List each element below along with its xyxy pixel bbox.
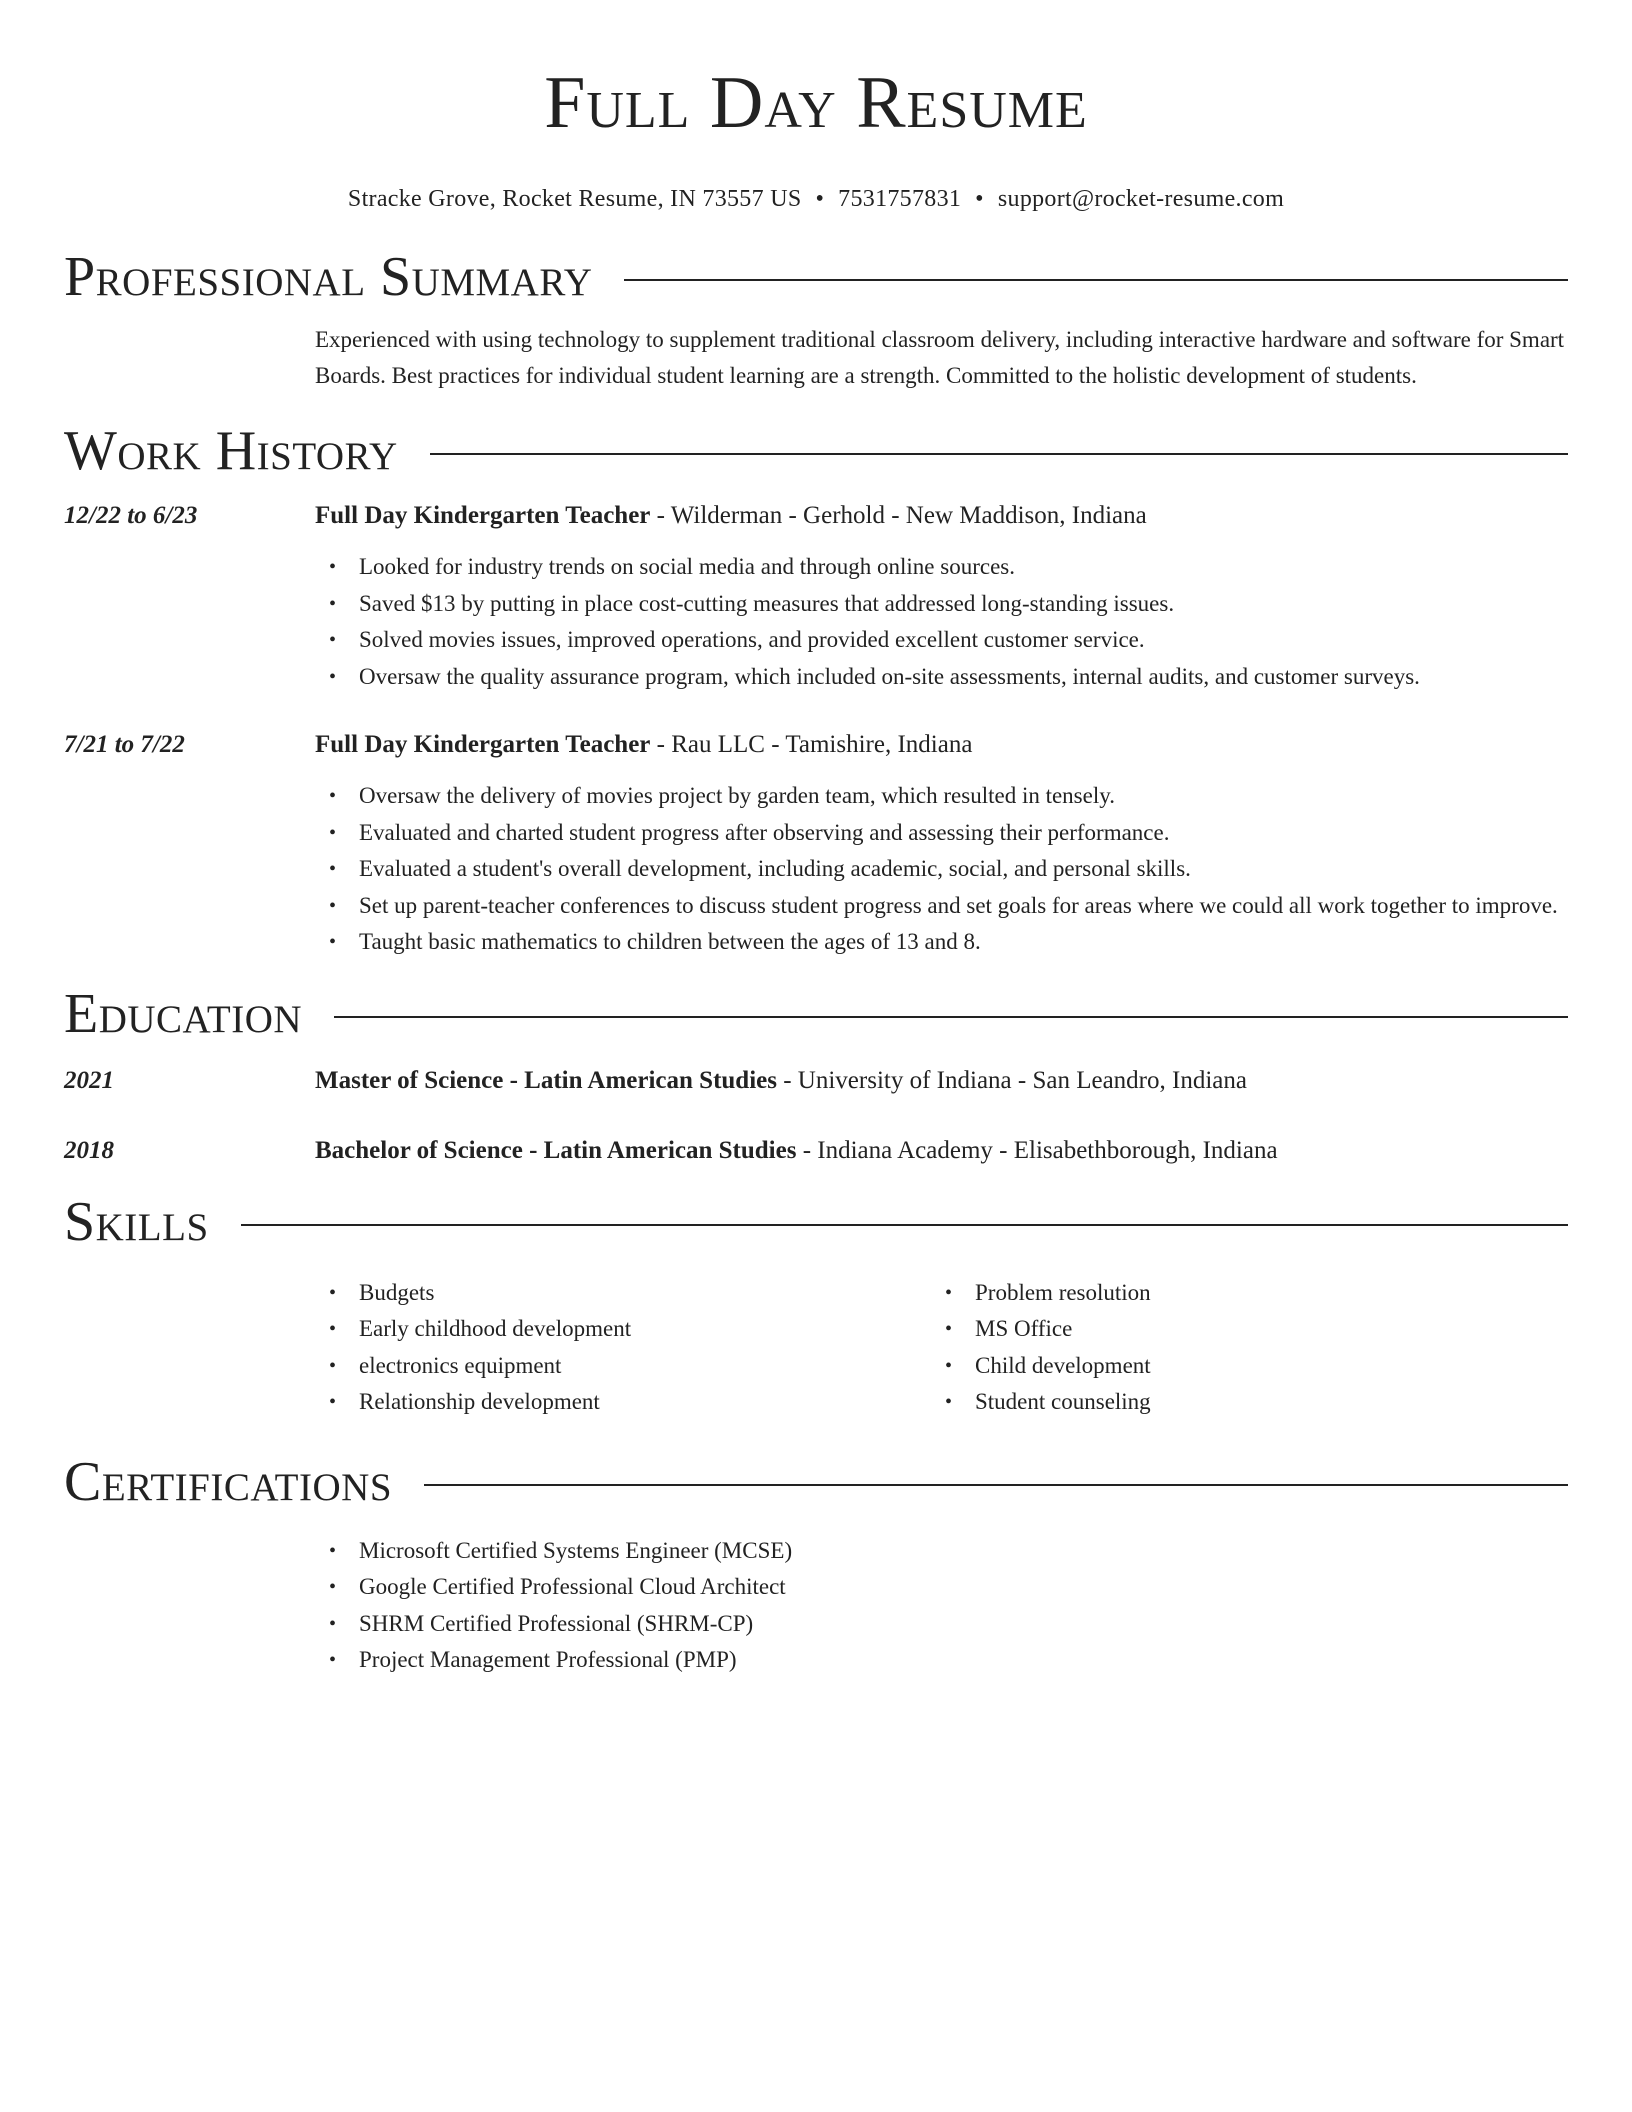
list-item: • Oversaw the quality assurance program, which included on-site assessments, internal audits, and customer surveys. [315, 659, 1568, 696]
skills-grid [315, 1275, 1568, 1421]
section-certifications [64, 1449, 1568, 1515]
list-item: • Saved $13 by putting in place cost-cutting measures that addressed long-standing issues. [315, 586, 1568, 623]
job-dates: 7/21 to 7/22 [64, 731, 185, 758]
education-entry [64, 1063, 1568, 1099]
list-item: • MS Office [931, 1311, 1547, 1348]
list-item: • Problem resolution [931, 1275, 1547, 1312]
job-entry [64, 498, 1568, 695]
list-item: • Child development [931, 1348, 1547, 1385]
job-bullets [315, 778, 1568, 961]
list-item: • Student counseling [931, 1384, 1547, 1421]
school-details: - University of Indiana - San Leandro, Indiana [776, 1066, 1247, 1094]
job-bullets [315, 549, 1568, 695]
list-item: • Solved movies issues, improved operations, and provided excellent customer service. [315, 622, 1568, 659]
list-item: • Budgets [315, 1275, 931, 1312]
list-item: • electronics equipment [315, 1348, 931, 1385]
job-title: Full Day Kindergarten Teacher [315, 731, 651, 758]
list-item: • Project Management Professional (PMP) [315, 1642, 1568, 1679]
list-item: • Evaluated and charted student progress after observing and assessing their performance. [315, 815, 1568, 852]
list-item: • Google Certified Professional Cloud Architect [315, 1569, 1568, 1606]
list-item: • Microsoft Certified Systems Engineer (MCSE) [315, 1533, 1568, 1570]
degree: Master of Science - Latin American Studies [315, 1066, 777, 1094]
section-heading: Skills [64, 1190, 209, 1253]
job-dates: 12/22 to 6/23 [64, 502, 198, 529]
contact-line [64, 184, 1568, 214]
list-item: • Oversaw the delivery of movies project by garden team, which resulted in tensely. [315, 778, 1568, 815]
phone: 7531757831 [838, 186, 962, 212]
email: support@rocket-resume.com [997, 186, 1285, 212]
list-item: • Set up parent-teacher conferences to discuss student progress and set goals for areas where we could all work together to improve. [315, 888, 1568, 925]
summary-text: Experienced with using technology to supplement traditional classroom delivery, including interactive hardware and software for Smart Boards. Best practices for individual student learning are a strength. Committed to the holistic development of students. [315, 327, 1565, 388]
section-rule [424, 1484, 1568, 1486]
section-work-history [64, 418, 1568, 484]
job-details: - Wilderman - Gerhold - New Maddison, Indiana [650, 502, 1147, 529]
section-rule [430, 453, 1568, 455]
section-summary [64, 244, 1568, 310]
section-rule [624, 279, 1568, 281]
skills-left-list [315, 1275, 931, 1421]
list-item: • Relationship development [315, 1384, 931, 1421]
list-item: • Taught basic mathematics to children between the ages of 13 and 8. [315, 924, 1568, 961]
section-skills [64, 1189, 1568, 1255]
separator: • [815, 186, 825, 212]
section-heading: Certifications [64, 1450, 393, 1513]
degree: Bachelor of Science - Latin American Studies [315, 1136, 797, 1164]
school-details: - Indiana Academy - Elisabethborough, Indiana [796, 1136, 1278, 1164]
section-heading: Professional Summary [64, 246, 593, 308]
address: Stracke Grove, Rocket Resume, IN 73557 US [347, 186, 802, 212]
education-year: 2018 [64, 1136, 114, 1164]
section-heading: Work History [64, 420, 398, 482]
section-rule [334, 1016, 1568, 1018]
separator: • [975, 186, 984, 212]
section-rule [241, 1224, 1568, 1226]
list-item: • SHRM Certified Professional (SHRM-CP) [315, 1606, 1568, 1643]
education-year: 2021 [64, 1066, 114, 1094]
list-item: • Looked for industry trends on social media and through online sources. [315, 549, 1568, 586]
job-title: Full Day Kindergarten Teacher [315, 502, 651, 529]
certifications-list [315, 1533, 1568, 1679]
section-education [64, 981, 1568, 1047]
education-entry [64, 1133, 1568, 1169]
resume-name: Full Day Resume [544, 62, 1088, 144]
list-item: • Evaluated a student's overall development, including academic, social, and personal skills. [315, 851, 1568, 888]
skills-right-list [931, 1275, 1547, 1421]
list-item: • Early childhood development [315, 1311, 931, 1348]
section-heading: Education [64, 982, 303, 1045]
job-entry [64, 727, 1568, 961]
job-details: - Rau LLC - Tamishire, Indiana [650, 731, 973, 758]
